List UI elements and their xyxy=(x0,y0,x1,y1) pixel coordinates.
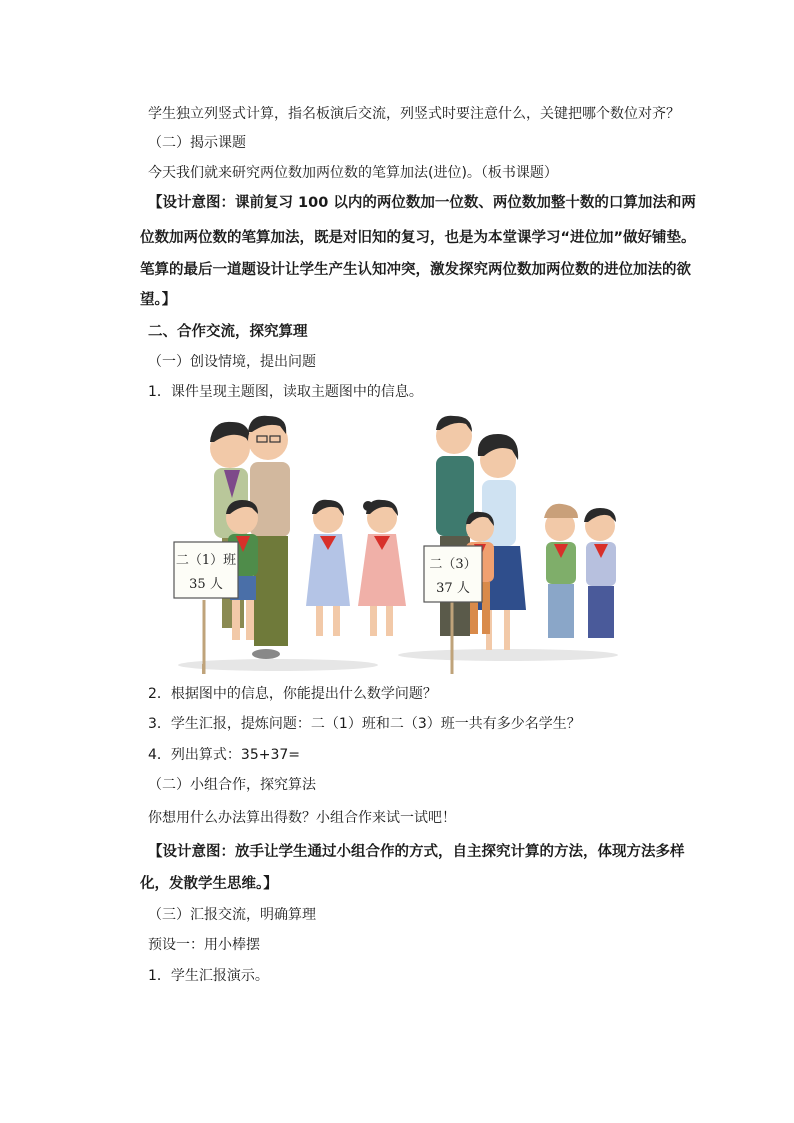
sign-right-count: 37 人 xyxy=(436,581,470,596)
sign-right-class: 二（3） xyxy=(429,557,477,572)
subheading: （二）小组合作，探究算法 xyxy=(148,777,316,793)
girl-figure xyxy=(358,500,406,636)
design-intent-line: 望。】 xyxy=(140,292,177,308)
paragraph-line: 今天我们就来研究两位数加两位数的笔算加法(进位)。（板书课题） xyxy=(148,165,558,181)
design-intent-line: 【设计意图：课前复习 100 以内的两位数加一位数、两位数加整十数的口算加法和两 xyxy=(148,195,696,211)
subheading: （一）创设情境，提出问题 xyxy=(148,354,316,370)
list-item: 1．课件呈现主题图，读取主题图中的信息。 xyxy=(148,384,423,400)
list-item: 3．学生汇报，提炼问题：二（1）班和二（3）班一共有多少名学生？ xyxy=(148,716,581,732)
sign-left-class: 二（1）班 xyxy=(175,553,237,568)
girl-figure xyxy=(306,500,350,636)
sign-left-count: 35 人 xyxy=(189,577,223,592)
list-item: 4．列出算式：35+37= xyxy=(148,747,300,763)
boy-figure xyxy=(544,504,578,638)
paragraph-line: 预设一：用小棒摆 xyxy=(148,937,260,953)
list-item: 2．根据图中的信息，你能提出什么数学问题？ xyxy=(148,686,437,702)
list-item: 1．学生汇报演示。 xyxy=(148,968,269,984)
design-intent-line: 位数加两位数的笔算加法，既是对旧知的复习，也是为本堂课学习“进位加”做好铺垫。 xyxy=(140,230,696,246)
design-intent-line: 笔算的最后一道题设计让学生产生认知冲突，激发探究两位数加两位数的进位加法的欲 xyxy=(140,262,691,278)
section-heading: 二、合作交流，探究算理 xyxy=(148,324,308,340)
design-intent-line: 化，发散学生思维。】 xyxy=(140,876,278,892)
paragraph-line: 你想用什么办法算出得数？小组合作来试一试吧！ xyxy=(148,810,456,826)
boy-figure xyxy=(584,508,616,638)
design-intent-line: 【设计意图：放手让学生通过小组合作的方式，自主探究计算的方法，体现方法多样 xyxy=(148,844,685,860)
theme-illustration xyxy=(168,410,628,676)
subheading: （三）汇报交流，明确算理 xyxy=(148,907,316,923)
subheading: （二）揭示课题 xyxy=(148,135,246,151)
paragraph-line: 学生独立列竖式计算，指名板演后交流，列竖式时要注意什么，关键把哪个数位对齐？ xyxy=(148,106,680,122)
